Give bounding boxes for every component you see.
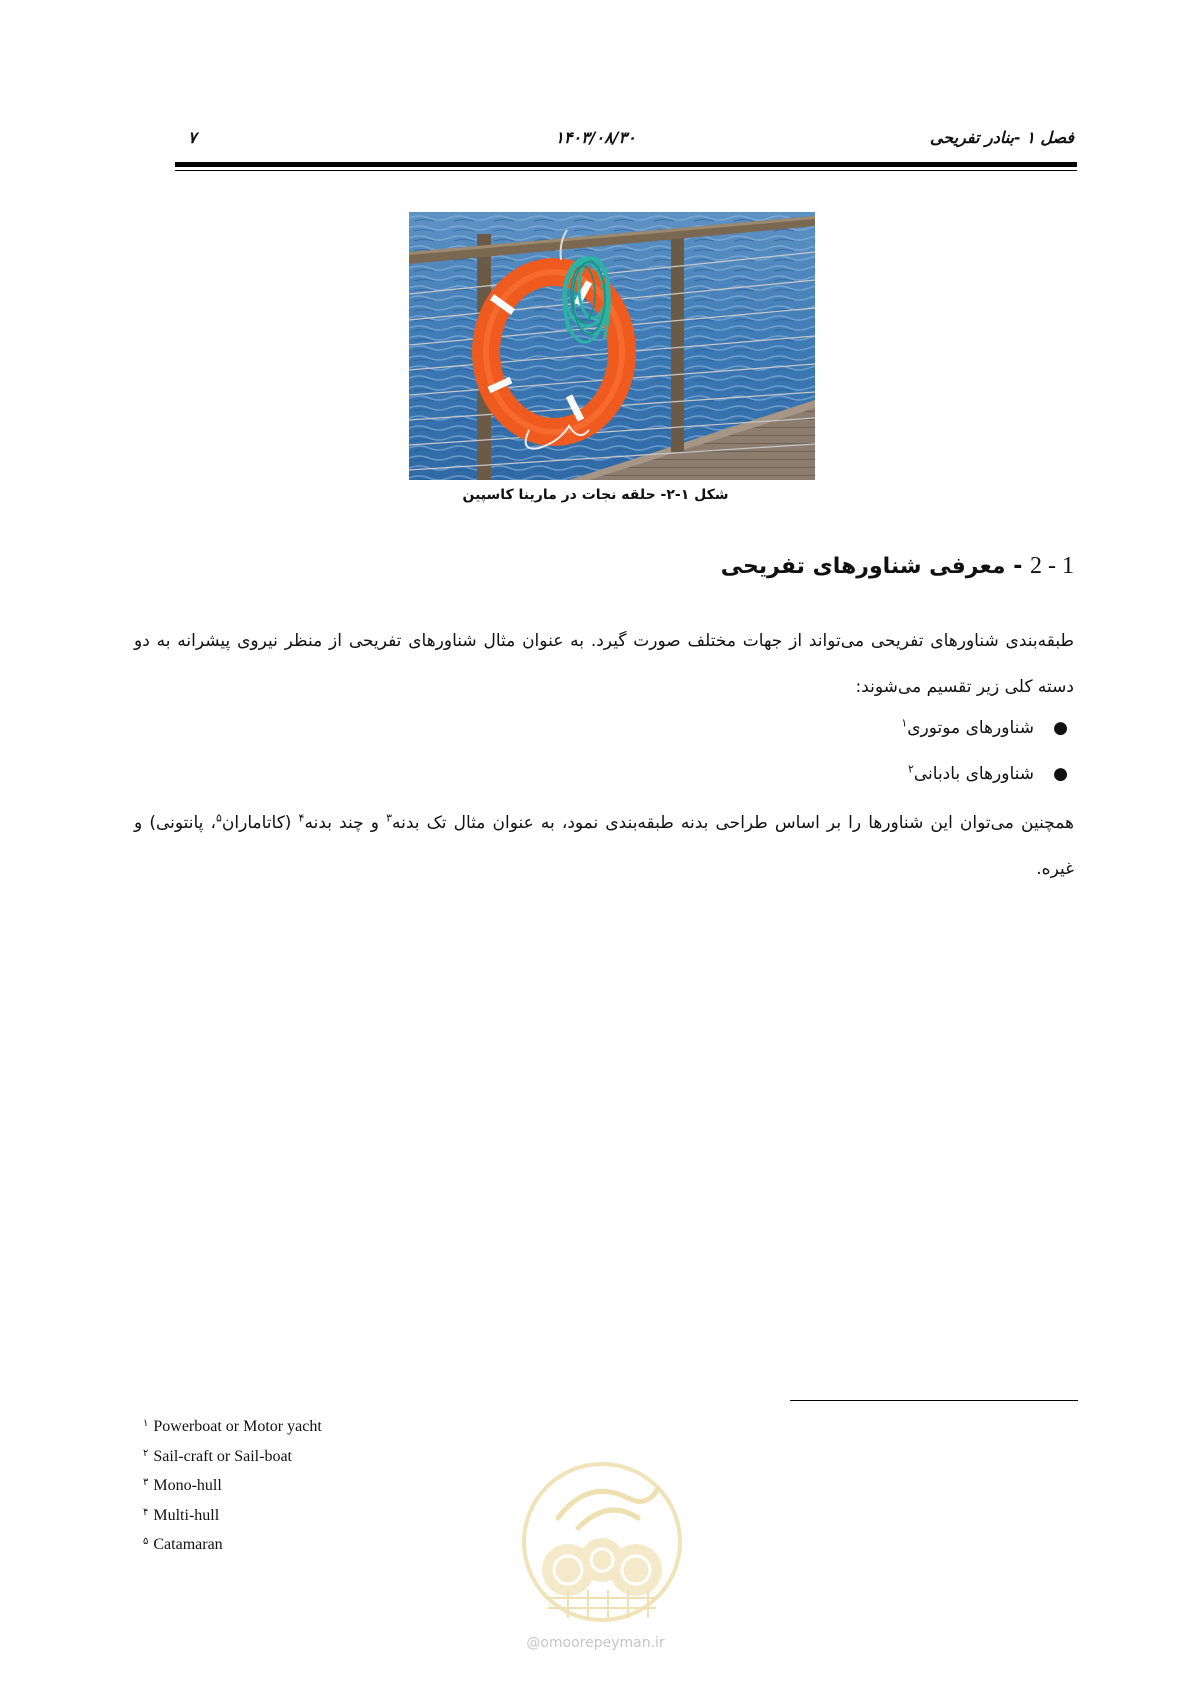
footnote-separator	[790, 1400, 1078, 1401]
footnote-ref: ۱	[901, 716, 908, 730]
header-date: ۱۴۰۳/۰۸/۳۰	[555, 128, 636, 147]
section-heading	[721, 553, 1074, 580]
figure-caption: شکل ۱-۲- حلقه نجات در مارینا کاسپین	[462, 487, 729, 503]
footnote-ref: ۴	[298, 811, 305, 825]
footnote-mark: ۳	[143, 1477, 149, 1488]
header-rule-thick	[175, 162, 1077, 167]
footnote-mark: ۱	[143, 1418, 149, 1429]
list-item	[134, 705, 1074, 751]
paragraph-2-part-1: همچنین می‌توان این شناورها را بر اساس طراحی بدنه طبقه‌بندی نمود، به عنوان مثال تک بدنه	[391, 813, 1074, 833]
footnote-text: Multi-hull	[153, 1506, 220, 1524]
footnote-text: Mono-hull	[153, 1477, 222, 1494]
header-page-number: ۷	[188, 128, 197, 147]
lifebuoy-photo	[409, 212, 815, 480]
list-item-text: شناورهای بادبانی	[913, 764, 1034, 784]
footnote-mark: ۴	[143, 1506, 149, 1518]
section-title: - معرفی شناورهای تفریحی	[720, 554, 1023, 579]
paragraph-2-part-2: و چند بدنه	[304, 813, 387, 833]
header-rule-thin	[175, 170, 1077, 171]
paragraph-2	[134, 800, 1074, 892]
footnote-text: Sail-craft or Sail-boat	[153, 1447, 292, 1465]
paragraph-1: طبقه‌بندی شناورهای تفریحی می‌تواند از جهات مختلف صورت گیرد. به عنوان مثال شناورهای تفریحی از منظر نیروی پیشرانه به دو دسته کلی زیر تقسیم می‌شوند:	[134, 631, 1074, 697]
list-item	[134, 751, 1074, 797]
paragraph-2-part-3: (کاتاماران	[221, 813, 299, 833]
section-number: 1 - 2	[1030, 553, 1074, 579]
footnote-text: Catamaran	[153, 1536, 223, 1553]
watermark-url: @omoorepeyman.ir	[526, 1635, 665, 1651]
footnote-mark: ۵	[143, 1536, 149, 1547]
footnote-mark: ۲	[143, 1447, 149, 1459]
footnote-ref: ۲	[907, 762, 914, 776]
footnote-item	[143, 1412, 643, 1442]
header-chapter: فصل ۱ -بنادر تفریحی	[929, 128, 1074, 147]
footnote-ref: ۳	[386, 811, 392, 825]
list-item-text: شناورهای موتوری	[907, 718, 1034, 738]
watermark-logo	[518, 1458, 686, 1626]
bullet-dot-icon: ●	[1053, 718, 1068, 738]
footnote-ref: ۵	[216, 811, 222, 825]
paragraph-2-part-4: ، پانتونی) و غیره.	[134, 813, 1074, 879]
bullet-dot-icon: ●	[1053, 764, 1068, 784]
bullet-list	[134, 705, 1074, 797]
footnote-text: Powerboat or Motor yacht	[153, 1418, 322, 1435]
